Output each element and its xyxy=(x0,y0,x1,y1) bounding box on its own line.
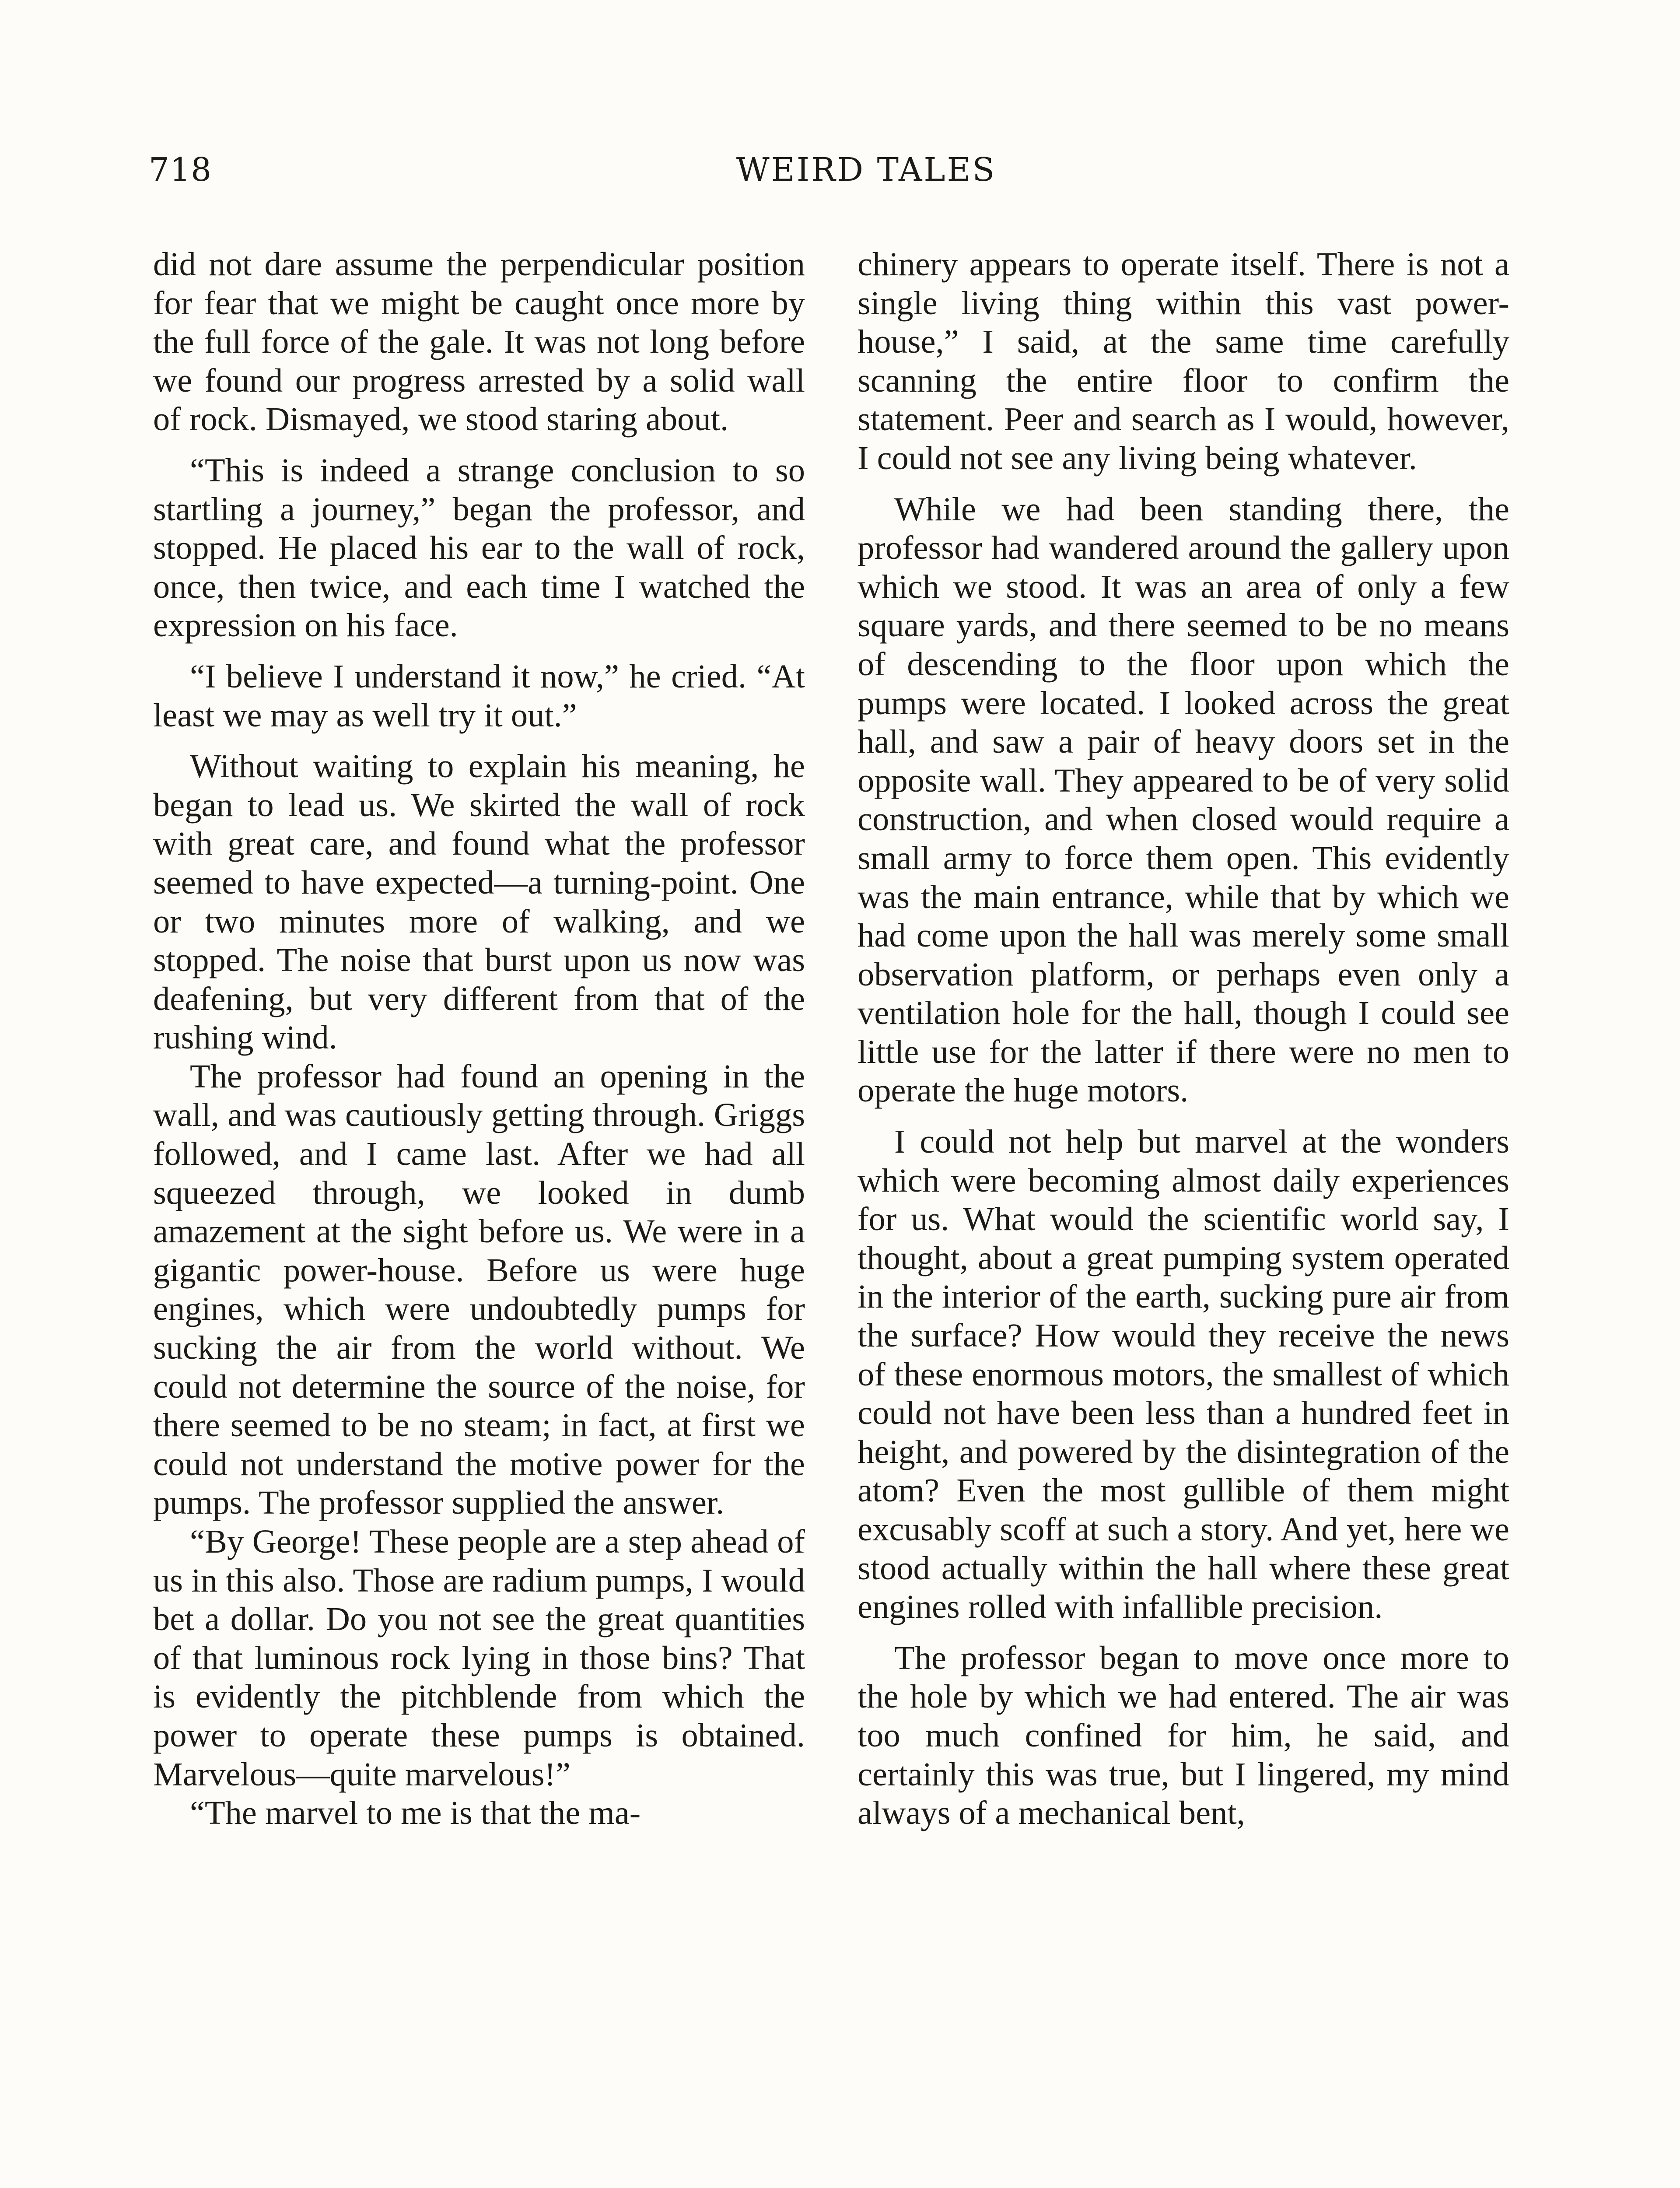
paragraph: Without waiting to explain his meaning, he began to lead us. We skirted the wall of rock with great care, and found what the professor seemed to have expected—a turning-point. One or two minutes more of walking, and we stopped. The noise that burst upon us now was deafening, but very different from that of the rushing wind. xyxy=(153,747,805,1056)
paragraph: I could not help but marvel at the wonders which were becoming almost daily experiences for us. What would the scientific world say, I thought, about a great pumping system operated in the interior of the earth, sucking pure air from the surface? How would they receive the news of these enormous motors, the smallest of which could not have been less than a hundred feet in height, and powered by the disintegration of the atom? Even the most gullible of them might excusably scoff at such a story. And yet, here we stood actually within the hall where these great engines rolled with infallible precision. xyxy=(858,1123,1509,1626)
paragraph: The professor had found an opening in the wall, and was cautiously getting through. Griggs followed, and I came last. After we had all squeezed through, we looked in dumb amazement at the sight before us. We were in a gigantic power-house. Before us were huge engines, which were undoubtedly pumps for sucking the air from the world without. We could not determine the source of the noise, for there seemed to be no steam; in fact, at first we could not understand the motive power for the pumps. The professor supplied the answer. xyxy=(153,1057,805,1522)
paragraph: “I believe I understand it now,” he cried. “At least we may as well try it out.” xyxy=(153,657,805,734)
paragraph: chinery appears to operate itself. There is not a single living thing within this vast power-house,” I said, at the same time carefully scanning the entire floor to confirm the statement. Peer and search as I would, however, I could not see any living being whatever. xyxy=(858,245,1509,477)
paragraph: “By George! These people are a step ahead of us in this also. Those are radium pumps, I would bet a dollar. Do you not see the great quantities of that luminous rock lying in those bins? That is evidently the pitchblende from which the power to operate these pumps is obtained. Marvelous—quite marvelous!” xyxy=(153,1523,805,1793)
paragraph: “This is indeed a strange conclusion to so startling a journey,” began the professor, and stopped. He placed his ear to the wall of rock, once, then twice, and each time I watched the expression on his face. xyxy=(153,451,805,644)
paragraph: The professor began to move once more to the hole by which we had entered. The air was too much confined for him, he said, and certainly this was true, but I lingered, my mind always of a mechanical bent, xyxy=(858,1639,1509,1832)
paragraph: While we had been standing there, the professor had wandered around the gallery upon which we stood. It was an area of only a few square yards, and there seemed to be no means of descending to the floor upon which the pumps were located. I looked across the great hall, and saw a pair of heavy doors set in the opposite wall. They appeared to be of very solid construction, and when closed would require a small army to force them open. This evidently was the main entrance, while that by which we had come upon the hall was merely some small observation platform, or perhaps even only a ventilation hole for the hall, though I could see little use for the latter if there were no men to operate the huge motors. xyxy=(858,490,1509,1109)
paragraph: did not dare assume the perpendicular position for fear that we might be caught once more by the full force of the gale. It was not long before we found our progress arrested by a solid wall of rock. Dismayed, we stood staring about. xyxy=(153,245,805,438)
page-header xyxy=(149,151,1514,199)
page-number: 718 xyxy=(149,151,212,189)
running-head: WEIRD TALES xyxy=(736,151,997,189)
paragraph: “The marvel to me is that the ma- xyxy=(190,1794,641,1832)
text-column-left xyxy=(153,245,805,2188)
text-column-right xyxy=(858,245,1509,2188)
